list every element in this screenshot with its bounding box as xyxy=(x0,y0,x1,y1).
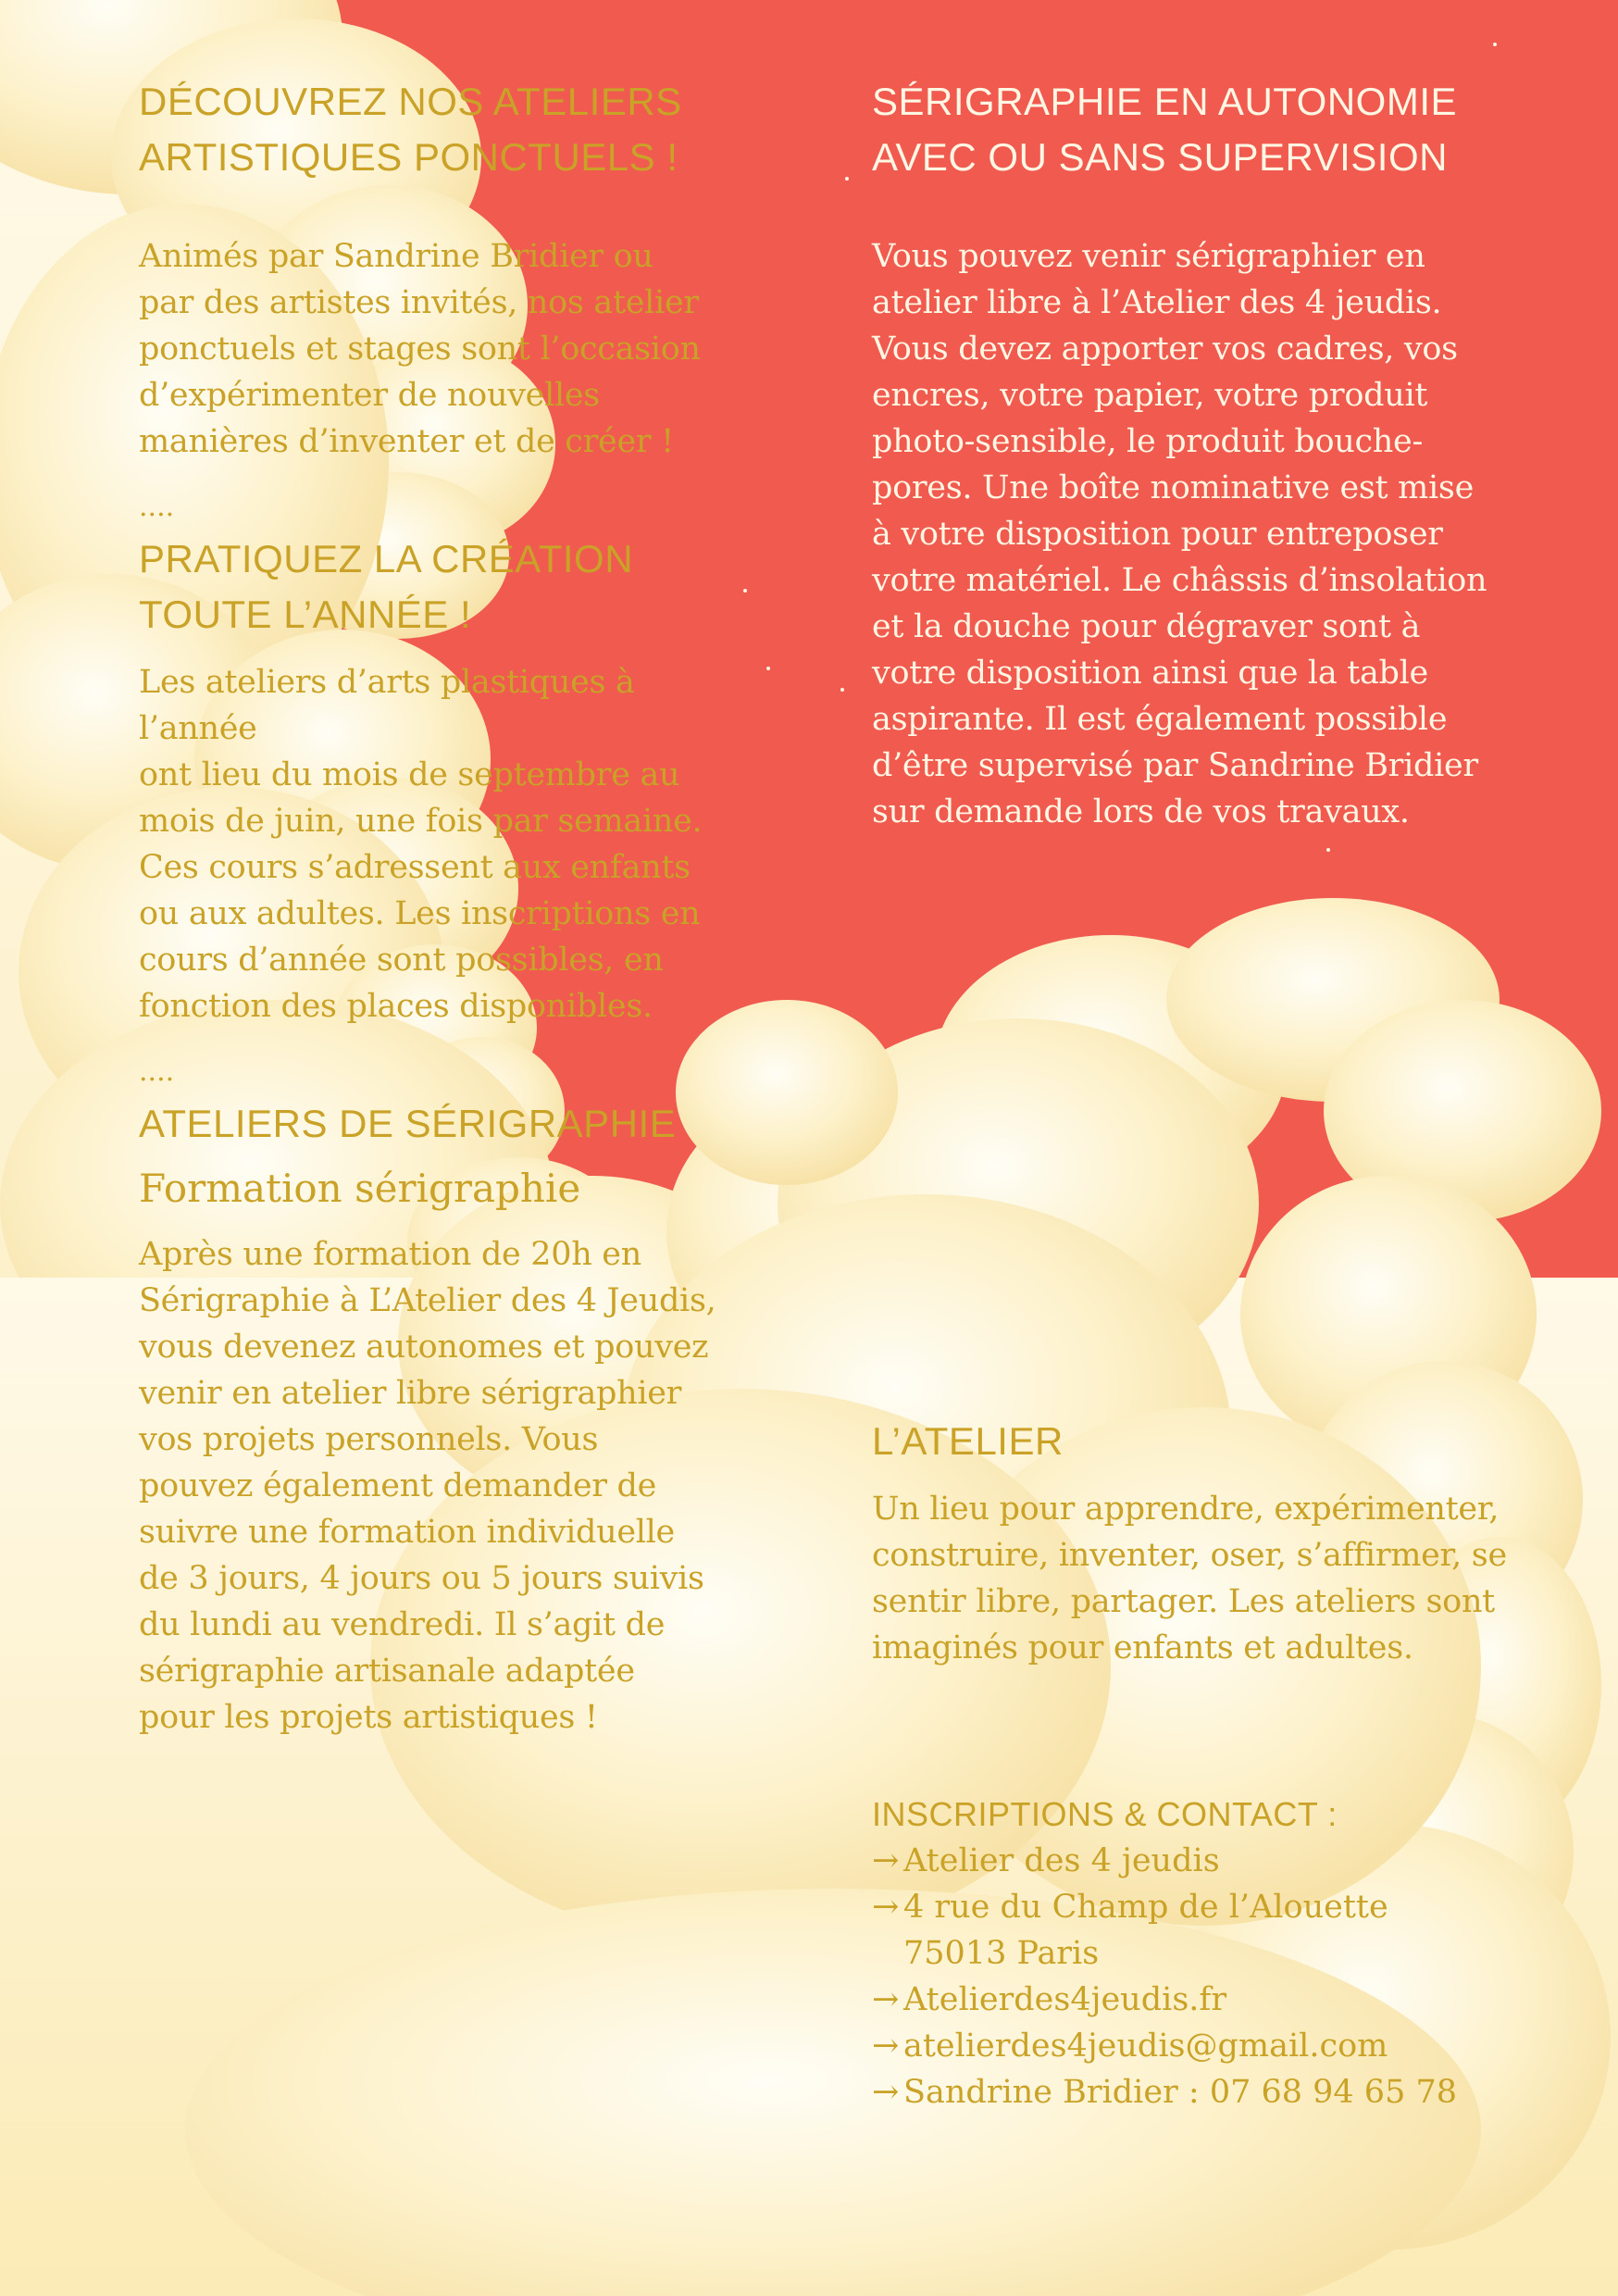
body-line: aspirante. Il est également possible xyxy=(872,701,1448,738)
section-body xyxy=(139,1231,750,1741)
body-line: vos projets personnels. Vous xyxy=(139,1421,599,1458)
section-body xyxy=(139,233,750,465)
body-line: Vous pouvez venir sérigraphier en xyxy=(872,238,1425,275)
section-subtitle: Formation sérigraphie xyxy=(139,1166,581,1211)
section-serigraphie-autonomie xyxy=(872,74,1520,835)
body-line: pour les projets artistiques ! xyxy=(139,1699,598,1736)
body-line: Vous devez apporter vos cadres, vos xyxy=(872,331,1458,368)
section-serigraphie xyxy=(139,1096,750,1741)
body-line: de 3 jours, 4 jours ou 5 jours suivis xyxy=(139,1560,704,1597)
body-line: ponctuels et stages sont l’occasion xyxy=(139,331,701,368)
body-line: Sérigraphie à L’Atelier des 4 Jeudis, xyxy=(139,1282,716,1319)
contact-phone xyxy=(872,2069,1520,2115)
section-atelier xyxy=(872,1414,1520,1671)
body-line: d’expérimenter de nouvelles xyxy=(139,377,600,414)
section-title xyxy=(139,531,750,643)
body-line: sentir libre, partager. Les ateliers sont xyxy=(872,1583,1495,1620)
body-line: ou aux adultes. Les inscriptions en xyxy=(139,895,701,932)
body-line: votre disposition ainsi que la table xyxy=(872,655,1428,692)
arrow-right-icon: → xyxy=(872,2074,900,2111)
body-line: cours d’année sont possibles, en xyxy=(139,942,664,979)
section-title xyxy=(872,74,1520,185)
title-line: SÉRIGRAPHIE EN AUTONOMIE xyxy=(872,80,1458,123)
arrow-right-icon: → xyxy=(872,1842,900,1879)
contact-email xyxy=(872,2023,1520,2069)
section-body xyxy=(872,233,1520,835)
body-line: fonction des places disponibles. xyxy=(139,988,653,1025)
section-title: L’ATELIER xyxy=(872,1419,1064,1463)
separator: .... xyxy=(139,1055,175,1088)
arrow-right-icon: → xyxy=(872,2028,900,2065)
body-line: imaginés pour enfants et adultes. xyxy=(872,1629,1413,1666)
body-line: encres, votre papier, votre produit xyxy=(872,377,1428,414)
website-link[interactable]: Atelierdes4jeudis.fr xyxy=(903,1981,1227,2018)
title-line: ARTISTIQUES PONCTUELS ! xyxy=(139,135,678,179)
section-body xyxy=(872,1486,1520,1671)
body-line: ont lieu du mois de septembre au xyxy=(139,756,680,793)
contact-name xyxy=(872,1838,1520,1884)
title-line: PRATIQUEZ LA CRÉATION xyxy=(139,537,634,580)
left-column xyxy=(139,74,750,1741)
contact-address-city: 75013 Paris xyxy=(903,1935,1100,1972)
section-body xyxy=(139,659,750,1029)
phone-text: Sandrine Bridier : 07 68 94 65 78 xyxy=(903,2074,1458,2111)
section-title: ATELIERS DE SÉRIGRAPHIE xyxy=(139,1102,677,1145)
address-line: 4 rue du Champ de l’Alouette xyxy=(903,1889,1388,1926)
body-line: atelier libre à l’Atelier des 4 jeudis. xyxy=(872,284,1442,321)
body-line: vous devenez autonomes et pouvez xyxy=(139,1329,709,1366)
section-ateliers-ponctuels xyxy=(139,74,750,465)
body-line: photo-sensible, le produit bouche- xyxy=(872,423,1423,460)
body-line: Animés par Sandrine Bridier ou xyxy=(139,238,653,275)
body-line: pouvez également demander de xyxy=(139,1467,657,1504)
body-line: construire, inventer, oser, s’affirmer, se xyxy=(872,1537,1507,1574)
body-line: suivre une formation individuelle xyxy=(139,1514,675,1551)
section-creation-annee xyxy=(139,531,750,1029)
contact-title: INSCRIPTIONS & CONTACT : xyxy=(872,1795,1338,1833)
body-line: par des artistes invités, nos atelier xyxy=(139,284,699,321)
contact-name-text: Atelier des 4 jeudis xyxy=(903,1842,1220,1879)
body-line: d’être supervisé par Sandrine Bridier xyxy=(872,747,1478,784)
body-line: Un lieu pour apprendre, expérimenter, xyxy=(872,1491,1500,1528)
body-line: votre matériel. Le châssis d’insolation xyxy=(872,562,1487,599)
body-line: à votre disposition pour entreposer xyxy=(872,516,1443,553)
contact-address xyxy=(872,1884,1520,1930)
body-line: Après une formation de 20h en xyxy=(139,1236,641,1273)
body-line: Ces cours s’adressent aux enfants xyxy=(139,849,691,886)
section-contact xyxy=(872,1791,1520,2115)
right-column xyxy=(872,74,1520,2115)
body-line: mois de juin, une fois par semaine. xyxy=(139,803,703,840)
body-line: du lundi au vendredi. Il s’agit de xyxy=(139,1606,666,1643)
arrow-right-icon: → xyxy=(872,1981,900,2018)
arrow-right-icon: → xyxy=(872,1889,900,1926)
contact-website xyxy=(872,1977,1520,2023)
separator: .... xyxy=(139,491,175,523)
body-line: sérigraphie artisanale adaptée xyxy=(139,1653,635,1690)
body-line: et la douche pour dégraver sont à xyxy=(872,608,1421,645)
section-title xyxy=(139,74,750,185)
body-line: Les ateliers d’arts plastiques à l’année xyxy=(139,664,635,747)
email-link[interactable]: atelierdes4jeudis@gmail.com xyxy=(903,2028,1388,2065)
body-line: manières d’inventer et de créer ! xyxy=(139,423,674,460)
body-line: venir en atelier libre sérigraphier xyxy=(139,1375,682,1412)
body-line: pores. Une boîte nominative est mise xyxy=(872,469,1474,506)
title-line: AVEC OU SANS SUPERVISION xyxy=(872,135,1448,179)
body-line: sur demande lors de vos travaux. xyxy=(872,793,1410,830)
title-line: TOUTE L’ANNÉE ! xyxy=(139,593,472,636)
title-line: DÉCOUVREZ NOS ATELIERS xyxy=(139,80,682,123)
